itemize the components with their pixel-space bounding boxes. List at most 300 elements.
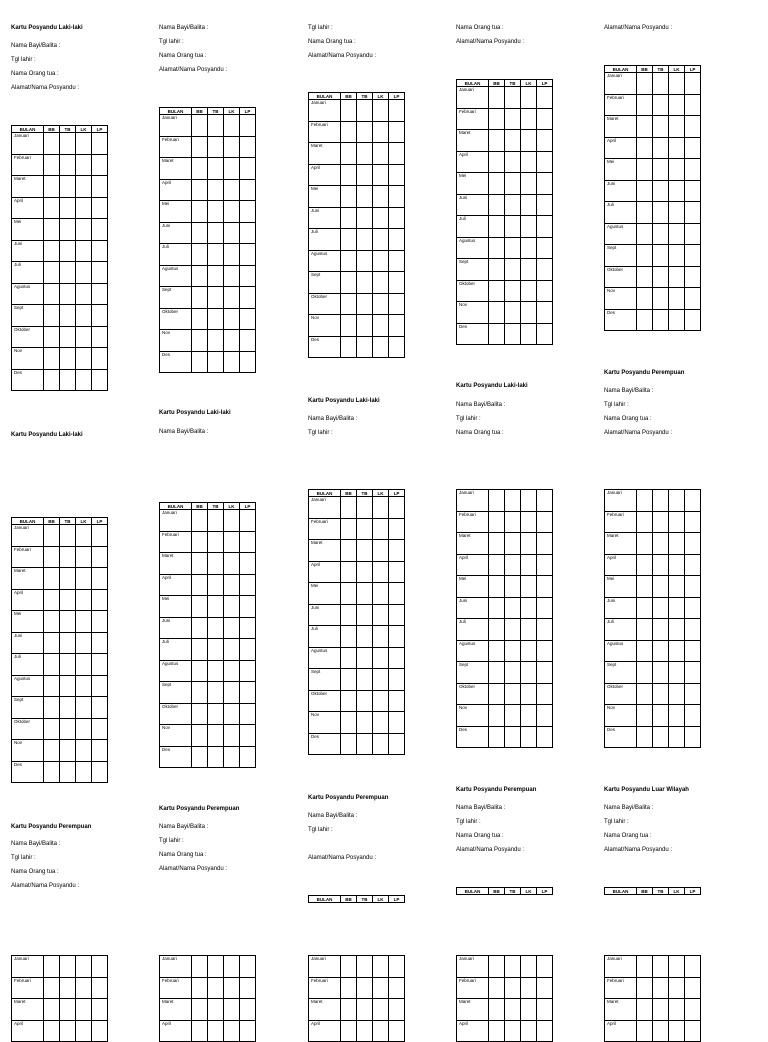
value-cell-tb[interactable] <box>60 154 76 176</box>
value-cell-lp[interactable] <box>92 589 108 611</box>
value-cell-lk[interactable] <box>76 197 92 219</box>
value-cell-bb[interactable] <box>341 561 357 583</box>
value-cell-bb[interactable] <box>44 1020 60 1042</box>
value-cell-tb[interactable] <box>505 726 521 748</box>
value-cell-tb[interactable] <box>208 351 224 373</box>
value-cell-lp[interactable] <box>92 568 108 590</box>
value-cell-bb[interactable] <box>44 197 60 219</box>
value-cell-bb[interactable] <box>489 597 505 619</box>
value-cell-bb[interactable] <box>341 977 357 999</box>
value-cell-tb[interactable] <box>208 510 224 532</box>
value-cell-lk[interactable] <box>521 259 537 281</box>
value-cell-bb[interactable] <box>489 977 505 999</box>
value-cell-lp[interactable] <box>537 511 553 533</box>
value-cell-tb[interactable] <box>208 179 224 201</box>
value-cell-lp[interactable] <box>92 305 108 327</box>
value-cell-lk[interactable] <box>521 683 537 705</box>
value-cell-lk[interactable] <box>521 511 537 533</box>
value-cell-tb[interactable] <box>653 511 669 533</box>
value-cell-lp[interactable] <box>240 725 256 747</box>
value-cell-bb[interactable] <box>637 309 653 331</box>
value-cell-tb[interactable] <box>505 259 521 281</box>
value-cell-bb[interactable] <box>44 999 60 1021</box>
value-cell-bb[interactable] <box>637 999 653 1021</box>
value-cell-bb[interactable] <box>341 293 357 315</box>
value-cell-lp[interactable] <box>240 330 256 352</box>
value-cell-lp[interactable] <box>389 207 405 229</box>
value-cell-tb[interactable] <box>357 229 373 251</box>
value-cell-tb[interactable] <box>60 348 76 370</box>
value-cell-bb[interactable] <box>341 1020 357 1042</box>
value-cell-lp[interactable] <box>92 654 108 676</box>
value-cell-lk[interactable] <box>76 589 92 611</box>
value-cell-tb[interactable] <box>60 525 76 547</box>
value-cell-tb[interactable] <box>60 697 76 719</box>
value-cell-bb[interactable] <box>341 336 357 358</box>
value-cell-bb[interactable] <box>192 136 208 158</box>
value-cell-bb[interactable] <box>489 194 505 216</box>
value-cell-lp[interactable] <box>685 73 701 95</box>
value-cell-lk[interactable] <box>521 130 537 152</box>
value-cell-lk[interactable] <box>224 308 240 330</box>
value-cell-lp[interactable] <box>537 999 553 1021</box>
value-cell-lp[interactable] <box>685 202 701 224</box>
value-cell-lk[interactable] <box>521 216 537 238</box>
value-cell-tb[interactable] <box>60 197 76 219</box>
value-cell-lp[interactable] <box>240 553 256 575</box>
value-cell-lp[interactable] <box>389 250 405 272</box>
value-cell-bb[interactable] <box>192 596 208 618</box>
value-cell-lk[interactable] <box>224 617 240 639</box>
value-cell-tb[interactable] <box>505 619 521 641</box>
value-cell-lp[interactable] <box>685 288 701 310</box>
value-cell-tb[interactable] <box>505 662 521 684</box>
value-cell-bb[interactable] <box>44 761 60 783</box>
value-cell-lk[interactable] <box>76 956 92 978</box>
value-cell-tb[interactable] <box>60 675 76 697</box>
value-cell-lk[interactable] <box>521 705 537 727</box>
value-cell-bb[interactable] <box>44 240 60 262</box>
value-cell-lp[interactable] <box>92 546 108 568</box>
value-cell-tb[interactable] <box>357 669 373 691</box>
value-cell-bb[interactable] <box>489 490 505 512</box>
value-cell-lp[interactable] <box>240 574 256 596</box>
value-cell-tb[interactable] <box>208 158 224 180</box>
value-cell-lk[interactable] <box>76 675 92 697</box>
value-cell-lp[interactable] <box>240 510 256 532</box>
value-cell-lp[interactable] <box>240 308 256 330</box>
value-cell-tb[interactable] <box>208 617 224 639</box>
value-cell-tb[interactable] <box>505 302 521 324</box>
value-cell-lp[interactable] <box>389 100 405 122</box>
value-cell-lk[interactable] <box>669 956 685 978</box>
value-cell-tb[interactable] <box>208 136 224 158</box>
value-cell-bb[interactable] <box>341 712 357 734</box>
value-cell-tb[interactable] <box>357 315 373 337</box>
value-cell-lp[interactable] <box>389 293 405 315</box>
value-cell-tb[interactable] <box>60 999 76 1021</box>
value-cell-bb[interactable] <box>637 116 653 138</box>
value-cell-bb[interactable] <box>192 351 208 373</box>
value-cell-tb[interactable] <box>653 662 669 684</box>
value-cell-lp[interactable] <box>685 576 701 598</box>
value-cell-tb[interactable] <box>208 977 224 999</box>
value-cell-bb[interactable] <box>341 518 357 540</box>
value-cell-lk[interactable] <box>224 999 240 1021</box>
value-cell-bb[interactable] <box>44 632 60 654</box>
value-cell-lk[interactable] <box>76 1020 92 1042</box>
value-cell-lp[interactable] <box>240 158 256 180</box>
value-cell-lk[interactable] <box>373 250 389 272</box>
value-cell-tb[interactable] <box>357 712 373 734</box>
value-cell-lp[interactable] <box>92 956 108 978</box>
value-cell-lk[interactable] <box>224 158 240 180</box>
value-cell-bb[interactable] <box>192 956 208 978</box>
value-cell-bb[interactable] <box>341 669 357 691</box>
value-cell-lk[interactable] <box>373 561 389 583</box>
value-cell-lk[interactable] <box>669 640 685 662</box>
value-cell-bb[interactable] <box>192 531 208 553</box>
value-cell-tb[interactable] <box>60 632 76 654</box>
value-cell-tb[interactable] <box>653 245 669 267</box>
value-cell-lk[interactable] <box>76 718 92 740</box>
value-cell-tb[interactable] <box>208 201 224 223</box>
value-cell-lk[interactable] <box>669 159 685 181</box>
value-cell-lk[interactable] <box>669 94 685 116</box>
value-cell-bb[interactable] <box>341 733 357 755</box>
value-cell-bb[interactable] <box>341 690 357 712</box>
value-cell-bb[interactable] <box>44 369 60 391</box>
value-cell-tb[interactable] <box>653 726 669 748</box>
value-cell-lp[interactable] <box>537 726 553 748</box>
value-cell-lk[interactable] <box>521 151 537 173</box>
value-cell-bb[interactable] <box>637 533 653 555</box>
value-cell-tb[interactable] <box>653 683 669 705</box>
value-cell-tb[interactable] <box>653 490 669 512</box>
value-cell-lp[interactable] <box>537 490 553 512</box>
value-cell-lp[interactable] <box>389 977 405 999</box>
value-cell-bb[interactable] <box>192 510 208 532</box>
value-cell-lp[interactable] <box>685 683 701 705</box>
value-cell-bb[interactable] <box>637 223 653 245</box>
value-cell-lk[interactable] <box>373 604 389 626</box>
value-cell-lp[interactable] <box>389 647 405 669</box>
value-cell-lp[interactable] <box>537 173 553 195</box>
value-cell-lk[interactable] <box>669 180 685 202</box>
value-cell-lp[interactable] <box>685 511 701 533</box>
value-cell-lk[interactable] <box>521 533 537 555</box>
value-cell-tb[interactable] <box>653 137 669 159</box>
value-cell-lk[interactable] <box>373 690 389 712</box>
value-cell-bb[interactable] <box>341 497 357 519</box>
value-cell-bb[interactable] <box>44 305 60 327</box>
value-cell-tb[interactable] <box>208 956 224 978</box>
value-cell-lk[interactable] <box>521 576 537 598</box>
value-cell-lk[interactable] <box>373 956 389 978</box>
value-cell-lk[interactable] <box>224 1020 240 1042</box>
value-cell-bb[interactable] <box>192 639 208 661</box>
value-cell-lp[interactable] <box>92 1020 108 1042</box>
value-cell-lk[interactable] <box>373 733 389 755</box>
value-cell-tb[interactable] <box>505 999 521 1021</box>
value-cell-lk[interactable] <box>76 611 92 633</box>
value-cell-lp[interactable] <box>389 712 405 734</box>
value-cell-lp[interactable] <box>537 662 553 684</box>
value-cell-lk[interactable] <box>224 510 240 532</box>
value-cell-bb[interactable] <box>44 956 60 978</box>
value-cell-tb[interactable] <box>357 1020 373 1042</box>
value-cell-bb[interactable] <box>489 576 505 598</box>
value-cell-bb[interactable] <box>489 683 505 705</box>
value-cell-lp[interactable] <box>92 262 108 284</box>
value-cell-tb[interactable] <box>208 746 224 768</box>
value-cell-tb[interactable] <box>505 705 521 727</box>
value-cell-lp[interactable] <box>389 540 405 562</box>
value-cell-lp[interactable] <box>537 194 553 216</box>
value-cell-lp[interactable] <box>537 977 553 999</box>
value-cell-lp[interactable] <box>389 690 405 712</box>
value-cell-lp[interactable] <box>240 977 256 999</box>
value-cell-tb[interactable] <box>357 121 373 143</box>
value-cell-lk[interactable] <box>521 173 537 195</box>
value-cell-lp[interactable] <box>92 611 108 633</box>
value-cell-lk[interactable] <box>224 287 240 309</box>
value-cell-bb[interactable] <box>341 999 357 1021</box>
value-cell-lp[interactable] <box>537 302 553 324</box>
value-cell-bb[interactable] <box>192 308 208 330</box>
value-cell-tb[interactable] <box>653 999 669 1021</box>
value-cell-lk[interactable] <box>373 669 389 691</box>
value-cell-bb[interactable] <box>44 154 60 176</box>
value-cell-tb[interactable] <box>208 265 224 287</box>
value-cell-lp[interactable] <box>240 179 256 201</box>
value-cell-lp[interactable] <box>537 87 553 109</box>
value-cell-lk[interactable] <box>669 511 685 533</box>
value-cell-lk[interactable] <box>224 244 240 266</box>
value-cell-lk[interactable] <box>76 326 92 348</box>
value-cell-lp[interactable] <box>537 956 553 978</box>
value-cell-bb[interactable] <box>489 87 505 109</box>
value-cell-lp[interactable] <box>389 669 405 691</box>
value-cell-tb[interactable] <box>357 626 373 648</box>
value-cell-tb[interactable] <box>653 1020 669 1042</box>
value-cell-bb[interactable] <box>341 250 357 272</box>
value-cell-lk[interactable] <box>521 999 537 1021</box>
value-cell-lp[interactable] <box>240 639 256 661</box>
value-cell-lp[interactable] <box>92 369 108 391</box>
value-cell-tb[interactable] <box>357 497 373 519</box>
value-cell-lp[interactable] <box>685 662 701 684</box>
value-cell-lk[interactable] <box>521 280 537 302</box>
value-cell-lk[interactable] <box>224 531 240 553</box>
value-cell-bb[interactable] <box>44 546 60 568</box>
value-cell-lk[interactable] <box>373 647 389 669</box>
value-cell-bb[interactable] <box>192 1020 208 1042</box>
value-cell-lk[interactable] <box>76 283 92 305</box>
value-cell-tb[interactable] <box>653 576 669 598</box>
value-cell-bb[interactable] <box>489 323 505 345</box>
value-cell-tb[interactable] <box>357 164 373 186</box>
value-cell-bb[interactable] <box>44 611 60 633</box>
value-cell-lk[interactable] <box>373 977 389 999</box>
value-cell-lp[interactable] <box>92 977 108 999</box>
value-cell-bb[interactable] <box>44 525 60 547</box>
value-cell-lk[interactable] <box>373 497 389 519</box>
value-cell-bb[interactable] <box>192 617 208 639</box>
value-cell-lk[interactable] <box>224 682 240 704</box>
value-cell-lk[interactable] <box>669 309 685 331</box>
value-cell-bb[interactable] <box>637 705 653 727</box>
value-cell-lp[interactable] <box>537 151 553 173</box>
value-cell-lp[interactable] <box>92 999 108 1021</box>
value-cell-bb[interactable] <box>44 740 60 762</box>
value-cell-bb[interactable] <box>44 654 60 676</box>
value-cell-tb[interactable] <box>60 718 76 740</box>
value-cell-lk[interactable] <box>669 619 685 641</box>
value-cell-lp[interactable] <box>537 323 553 345</box>
value-cell-lp[interactable] <box>240 287 256 309</box>
value-cell-lp[interactable] <box>389 561 405 583</box>
value-cell-tb[interactable] <box>208 574 224 596</box>
value-cell-tb[interactable] <box>60 740 76 762</box>
value-cell-lk[interactable] <box>521 323 537 345</box>
value-cell-tb[interactable] <box>60 956 76 978</box>
value-cell-bb[interactable] <box>637 956 653 978</box>
value-cell-lp[interactable] <box>389 999 405 1021</box>
value-cell-tb[interactable] <box>653 116 669 138</box>
value-cell-bb[interactable] <box>637 202 653 224</box>
value-cell-tb[interactable] <box>60 977 76 999</box>
value-cell-bb[interactable] <box>489 726 505 748</box>
value-cell-lk[interactable] <box>521 108 537 130</box>
value-cell-lk[interactable] <box>373 626 389 648</box>
value-cell-bb[interactable] <box>637 977 653 999</box>
value-cell-tb[interactable] <box>357 100 373 122</box>
value-cell-lk[interactable] <box>669 137 685 159</box>
value-cell-tb[interactable] <box>505 956 521 978</box>
value-cell-bb[interactable] <box>192 115 208 137</box>
value-cell-lk[interactable] <box>76 369 92 391</box>
value-cell-lp[interactable] <box>685 137 701 159</box>
value-cell-lp[interactable] <box>389 164 405 186</box>
value-cell-lk[interactable] <box>521 619 537 641</box>
value-cell-lk[interactable] <box>373 207 389 229</box>
value-cell-lp[interactable] <box>389 336 405 358</box>
value-cell-tb[interactable] <box>208 115 224 137</box>
value-cell-bb[interactable] <box>44 326 60 348</box>
value-cell-tb[interactable] <box>208 1020 224 1042</box>
value-cell-bb[interactable] <box>489 130 505 152</box>
value-cell-lp[interactable] <box>92 761 108 783</box>
value-cell-tb[interactable] <box>653 266 669 288</box>
value-cell-bb[interactable] <box>341 604 357 626</box>
value-cell-bb[interactable] <box>44 977 60 999</box>
value-cell-lp[interactable] <box>92 219 108 241</box>
value-cell-tb[interactable] <box>505 108 521 130</box>
value-cell-bb[interactable] <box>489 108 505 130</box>
value-cell-bb[interactable] <box>489 173 505 195</box>
value-cell-lp[interactable] <box>685 640 701 662</box>
value-cell-bb[interactable] <box>44 589 60 611</box>
value-cell-tb[interactable] <box>357 293 373 315</box>
value-cell-lk[interactable] <box>521 554 537 576</box>
value-cell-bb[interactable] <box>192 725 208 747</box>
value-cell-lk[interactable] <box>224 703 240 725</box>
value-cell-lp[interactable] <box>389 497 405 519</box>
value-cell-tb[interactable] <box>60 262 76 284</box>
value-cell-bb[interactable] <box>489 511 505 533</box>
value-cell-lp[interactable] <box>537 705 553 727</box>
value-cell-lk[interactable] <box>669 597 685 619</box>
value-cell-lp[interactable] <box>389 1020 405 1042</box>
value-cell-tb[interactable] <box>653 554 669 576</box>
value-cell-lk[interactable] <box>521 977 537 999</box>
value-cell-tb[interactable] <box>357 956 373 978</box>
value-cell-lp[interactable] <box>685 619 701 641</box>
value-cell-bb[interactable] <box>341 626 357 648</box>
value-cell-bb[interactable] <box>489 640 505 662</box>
value-cell-tb[interactable] <box>505 323 521 345</box>
value-cell-lp[interactable] <box>92 176 108 198</box>
value-cell-bb[interactable] <box>489 619 505 641</box>
value-cell-lp[interactable] <box>240 351 256 373</box>
value-cell-bb[interactable] <box>341 647 357 669</box>
value-cell-lk[interactable] <box>373 100 389 122</box>
value-cell-lp[interactable] <box>92 240 108 262</box>
value-cell-tb[interactable] <box>60 133 76 155</box>
value-cell-lk[interactable] <box>76 348 92 370</box>
value-cell-lp[interactable] <box>685 726 701 748</box>
value-cell-lp[interactable] <box>537 597 553 619</box>
value-cell-bb[interactable] <box>44 697 60 719</box>
value-cell-tb[interactable] <box>208 660 224 682</box>
value-cell-lk[interactable] <box>224 222 240 244</box>
value-cell-bb[interactable] <box>192 330 208 352</box>
value-cell-tb[interactable] <box>60 305 76 327</box>
value-cell-tb[interactable] <box>357 999 373 1021</box>
value-cell-lp[interactable] <box>685 266 701 288</box>
value-cell-tb[interactable] <box>208 244 224 266</box>
value-cell-bb[interactable] <box>637 597 653 619</box>
value-cell-lp[interactable] <box>389 604 405 626</box>
value-cell-lp[interactable] <box>537 108 553 130</box>
value-cell-lk[interactable] <box>76 654 92 676</box>
value-cell-tb[interactable] <box>357 143 373 165</box>
value-cell-lp[interactable] <box>240 999 256 1021</box>
value-cell-tb[interactable] <box>208 308 224 330</box>
value-cell-lk[interactable] <box>76 632 92 654</box>
value-cell-lk[interactable] <box>669 683 685 705</box>
value-cell-tb[interactable] <box>653 94 669 116</box>
value-cell-lk[interactable] <box>669 245 685 267</box>
value-cell-bb[interactable] <box>637 511 653 533</box>
value-cell-lp[interactable] <box>537 683 553 705</box>
value-cell-bb[interactable] <box>44 176 60 198</box>
value-cell-bb[interactable] <box>341 272 357 294</box>
value-cell-bb[interactable] <box>44 568 60 590</box>
value-cell-lk[interactable] <box>224 553 240 575</box>
value-cell-lk[interactable] <box>669 1020 685 1042</box>
value-cell-lp[interactable] <box>685 533 701 555</box>
value-cell-tb[interactable] <box>505 194 521 216</box>
value-cell-lk[interactable] <box>521 726 537 748</box>
value-cell-lp[interactable] <box>537 1020 553 1042</box>
value-cell-lp[interactable] <box>389 121 405 143</box>
value-cell-bb[interactable] <box>192 682 208 704</box>
value-cell-lk[interactable] <box>669 533 685 555</box>
value-cell-tb[interactable] <box>505 977 521 999</box>
value-cell-lp[interactable] <box>240 244 256 266</box>
